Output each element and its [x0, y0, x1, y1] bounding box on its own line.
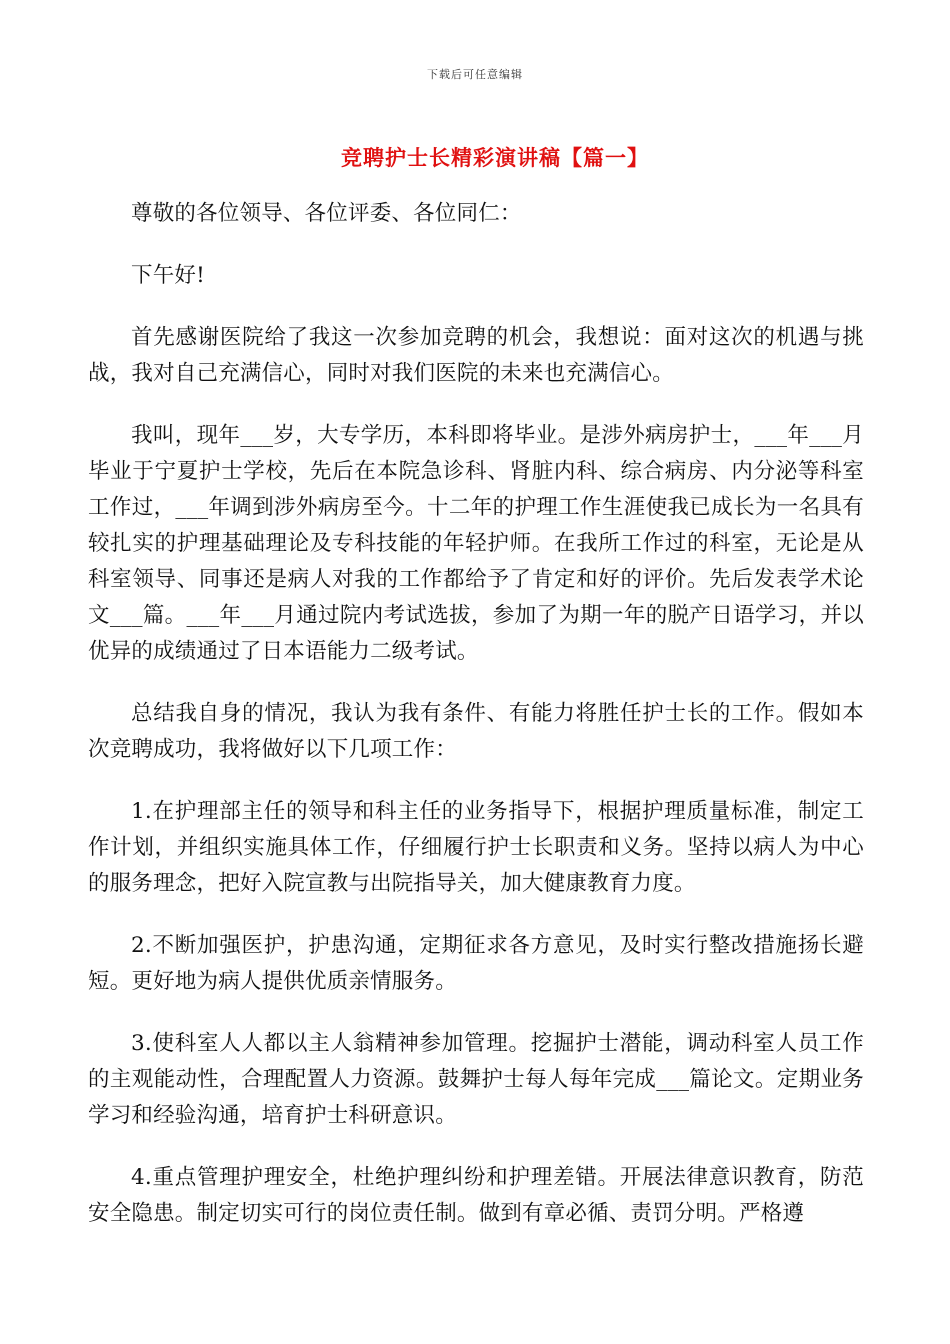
plan-item-1: 1.在护理部主任的领导和科主任的业务指导下，根据护理质量标准，制定工作计划，并组织实施具体工作，仔细履行护士长职责和义务。坚持以病人为中心的服务理念，把好入院宣教与出院指导关，加大健康教育力度。: [88, 799, 864, 896]
self-introduction-paragraph: 我叫，现年___岁，大专学历，本科即将毕业。是涉外病房护士，___年___月毕业于宁夏护士学校，先后在本院急诊科、肾脏内科、综合病房、内分泌等科室工作过，___年调到涉外病房至今。十二年的护理工作生涯使我已成长为一名具有较扎实的护理基础理论及专科技能的年轻护师。在我所工作过的科室，无论是从科室领导、同事还是病人对我的工作都给予了肯定和好的评价。先后发表学术论文___篇。___年___月通过院内考试选拔，参加了为期一年的脱产日语学习，并以优异的成绩通过了日本语能力二级考试。: [88, 423, 864, 664]
summary-paragraph: 总结我自身的情况，我认为我有条件、有能力将胜任护士长的工作。假如本次竞聘成功，我将做好以下几项工作：: [88, 701, 864, 762]
plan-item-3: 3.使科室人人都以主人翁精神参加管理。挖掘护士潜能，调动科室人员工作的主观能动性，合理配置人力资源。鼓舞护士每人每年完成___篇论文。定期业务学习和经验沟通，培育护士科研意识。: [88, 1031, 864, 1128]
thanks-paragraph: 首先感谢医院给了我这一次参加竞聘的机会，我想说：面对这次的机遇与挑战，我对自己充满信心，同时对我们医院的未来也充满信心。: [88, 325, 864, 386]
plan-item-4: 4.重点管理护理安全，杜绝护理纠纷和护理差错。开展法律意识教育，防范安全隐患。制定切实可行的岗位责任制。做到有章必循、责罚分明。严格遵: [88, 1165, 864, 1226]
salutation-paragraph: 尊敬的各位领导、各位评委、各位同仁：: [131, 201, 522, 226]
header-note: 下载后可任意编辑: [427, 68, 523, 81]
document-body: [88, 196, 864, 1258]
plan-item-2: 2.不断加强医护，护患沟通，定期征求各方意见，及时实行整改措施扬长避短。更好地为病人提供优质亲情服务。: [88, 933, 864, 994]
greeting-paragraph: 下午好!: [131, 263, 205, 288]
document-title: 竞聘护士长精彩演讲稿【篇一】: [341, 145, 649, 170]
